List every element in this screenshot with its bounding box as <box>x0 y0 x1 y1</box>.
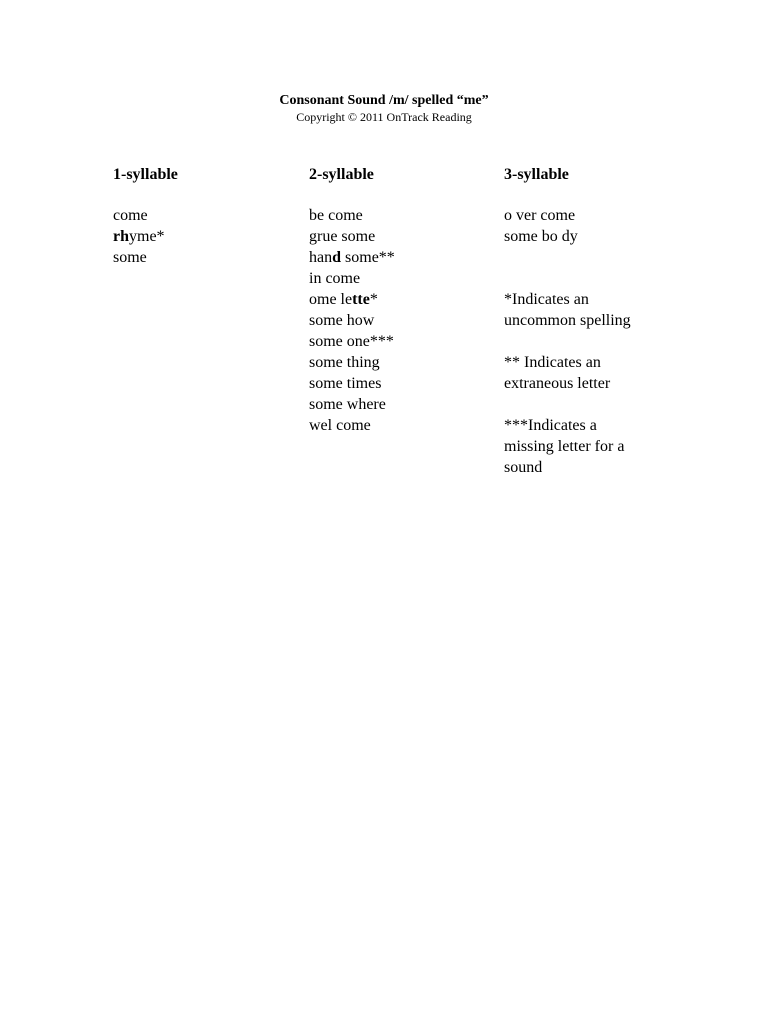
word-text: some how <box>309 312 375 329</box>
word-item <box>309 373 489 394</box>
word-text: sound <box>504 459 543 476</box>
footnote-line <box>504 373 674 394</box>
footnote-line <box>504 457 674 478</box>
word-text: in come <box>309 270 361 287</box>
footnote-line <box>504 310 674 331</box>
blank-line <box>504 247 674 268</box>
word-text: some <box>113 249 147 266</box>
highlighted-letters: tte <box>352 291 370 308</box>
blank-line <box>504 394 674 415</box>
word-text: uncommon spelling <box>504 312 631 329</box>
word-text: wel come <box>309 417 371 434</box>
word-text: * <box>369 291 378 308</box>
word-text: ** Indicates an <box>504 354 601 371</box>
highlighted-letters: rh <box>113 228 129 245</box>
word-text: come <box>113 207 148 224</box>
blank-line <box>504 331 674 352</box>
footnote-line <box>504 436 674 457</box>
word-item <box>309 226 489 247</box>
word-text: extraneous letter <box>504 375 611 392</box>
column-heading: 3-syllable <box>504 166 569 183</box>
blank-line <box>504 268 674 289</box>
word-item <box>309 205 489 226</box>
copyright-notice: Copyright © 2011 OnTrack Reading <box>296 110 472 124</box>
word-item <box>504 205 674 226</box>
word-item <box>113 247 293 268</box>
word-item <box>309 394 489 415</box>
word-list <box>504 205 674 478</box>
word-text: some one*** <box>309 333 394 350</box>
word-item <box>309 415 489 436</box>
word-list <box>113 205 293 268</box>
word-text: ome le <box>309 291 353 308</box>
page-title: Consonant Sound /m/ spelled “me” <box>279 93 489 108</box>
word-text: some where <box>309 396 386 413</box>
footnote-line <box>504 415 674 436</box>
word-item <box>309 247 489 268</box>
word-item <box>504 226 674 247</box>
word-text: grue some <box>309 228 376 245</box>
column-3-syllable <box>504 164 674 478</box>
word-item <box>113 226 293 247</box>
column-1-syllable <box>113 164 293 268</box>
word-item <box>309 289 489 310</box>
word-text: *Indicates an <box>504 291 589 308</box>
word-text: be come <box>309 207 363 224</box>
word-item <box>309 352 489 373</box>
word-text: some bo dy <box>504 228 578 245</box>
word-text: o ver come <box>504 207 576 224</box>
word-text: ***Indicates a <box>504 417 597 434</box>
word-item <box>309 331 489 352</box>
word-item <box>309 310 489 331</box>
word-text: missing letter for a <box>504 438 625 455</box>
column-heading: 2-syllable <box>309 166 374 183</box>
footnote-line <box>504 352 674 373</box>
column-2-syllable <box>309 164 489 436</box>
word-text: yme* <box>129 228 165 245</box>
word-text: han <box>309 249 333 266</box>
word-text: some times <box>309 375 382 392</box>
word-list <box>309 205 489 436</box>
word-item <box>113 205 293 226</box>
column-heading: 1-syllable <box>113 166 178 183</box>
word-text: some thing <box>309 354 380 371</box>
word-text: some** <box>341 249 395 266</box>
word-item <box>309 268 489 289</box>
highlighted-letters: d <box>332 249 342 266</box>
footnote-line <box>504 289 674 310</box>
